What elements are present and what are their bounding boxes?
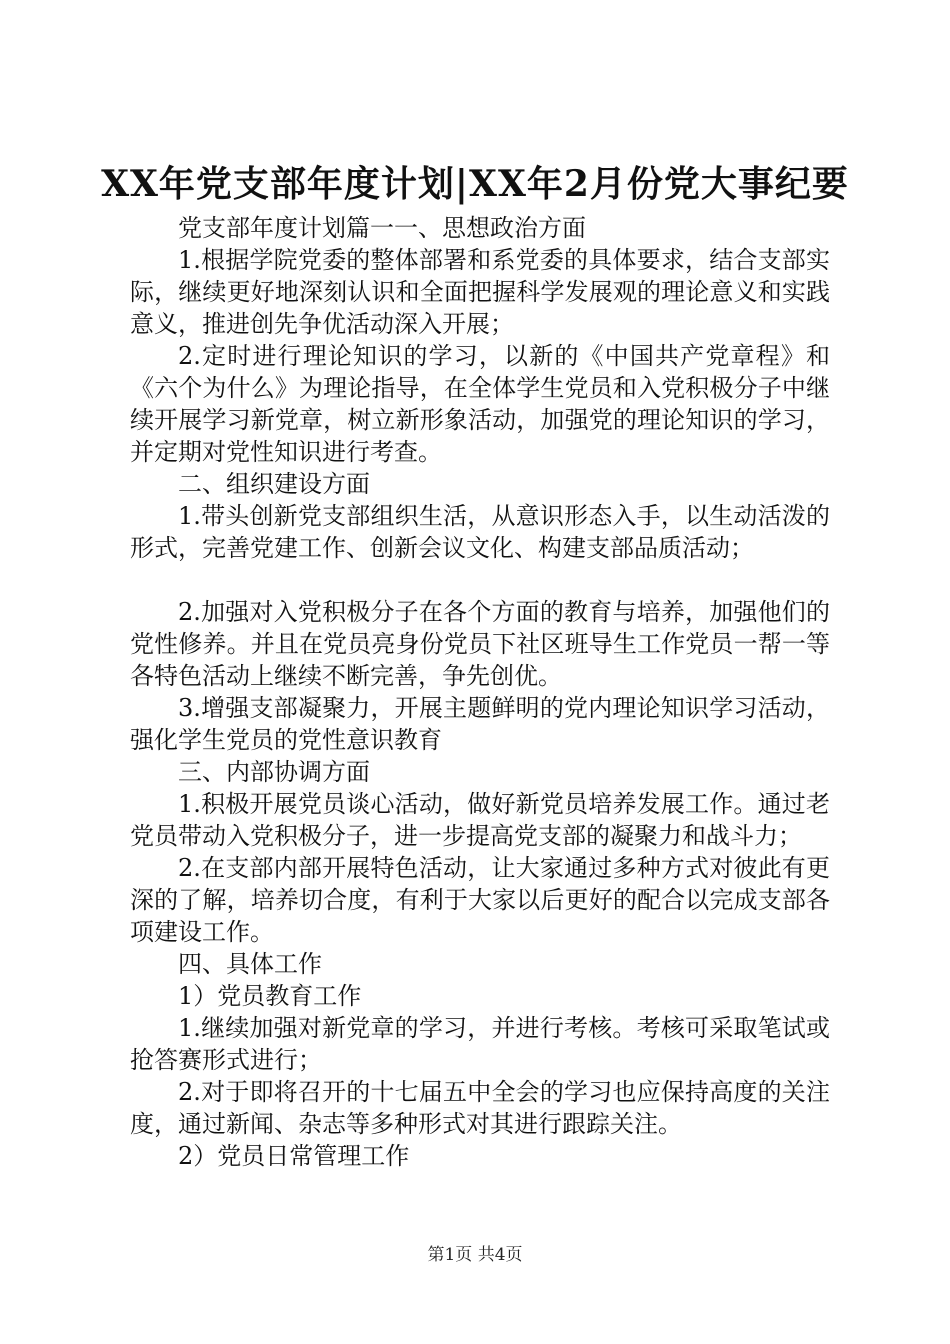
paragraph: 3.增强支部凝聚力，开展主题鲜明的党内理论知识学习活动，强化学生党员的党性意识教育	[130, 694, 830, 754]
document-body	[130, 212, 830, 1172]
subsection-heading: 1）党员教育工作	[178, 982, 362, 1010]
paragraph: 2.在支部内部开展特色活动，让大家通过多种方式对彼此有更深的了解，培养切合度，有利于大家以后更好的配合以完成支部各项建设工作。	[130, 854, 830, 946]
section-heading-1: 党支部年度计划篇一一、思想政治方面	[178, 214, 586, 242]
paragraph: 1.带头创新党支部组织生活，从意识形态入手，以生动活泼的形式，完善党建工作、创新会议文化、构建支部品质活动；	[130, 502, 830, 562]
paragraph: 2.加强对入党积极分子在各个方面的教育与培养，加强他们的党性修养。并且在党员亮身份党员下社区班导生工作党员一帮一等各特色活动上继续不断完善，争先创优。	[130, 598, 830, 690]
subsection-heading: 2）党员日常管理工作	[178, 1142, 410, 1170]
page-number-footer: 第1页 共4页	[427, 1245, 523, 1265]
paragraph: 1.积极开展党员谈心活动，做好新党员培养发展工作。通过老党员带动入党积极分子，进一步提高党支部的凝聚力和战斗力；	[130, 790, 830, 850]
paragraph: 1.继续加强对新党章的学习，并进行考核。考核可采取笔试或抢答赛形式进行；	[130, 1014, 830, 1074]
section-heading-2: 二、组织建设方面	[178, 470, 370, 498]
paragraph: 1.根据学院党委的整体部署和系党委的具体要求，结合支部实际，继续更好地深刻认识和全面把握科学发展观的理论意义和实践意义，推进创先争优活动深入开展；	[130, 246, 830, 338]
document-title: XX年党支部年度计划|XX年2月份党大事纪要	[101, 163, 849, 205]
paragraph: 2.对于即将召开的十七届五中全会的学习也应保持高度的关注度，通过新闻、杂志等多种形式对其进行跟踪关注。	[130, 1078, 830, 1138]
paragraph: 2.定时进行理论知识的学习，以新的《中国共产党章程》和《六个为什么》为理论指导，在全体学生党员和入党积极分子中继续开展学习新党章，树立新形象活动，加强党的理论知识的学习，并定期对党性知识进行考查。	[130, 342, 830, 466]
section-heading-3: 三、内部协调方面	[178, 758, 370, 786]
section-heading-4: 四、具体工作	[178, 950, 322, 978]
